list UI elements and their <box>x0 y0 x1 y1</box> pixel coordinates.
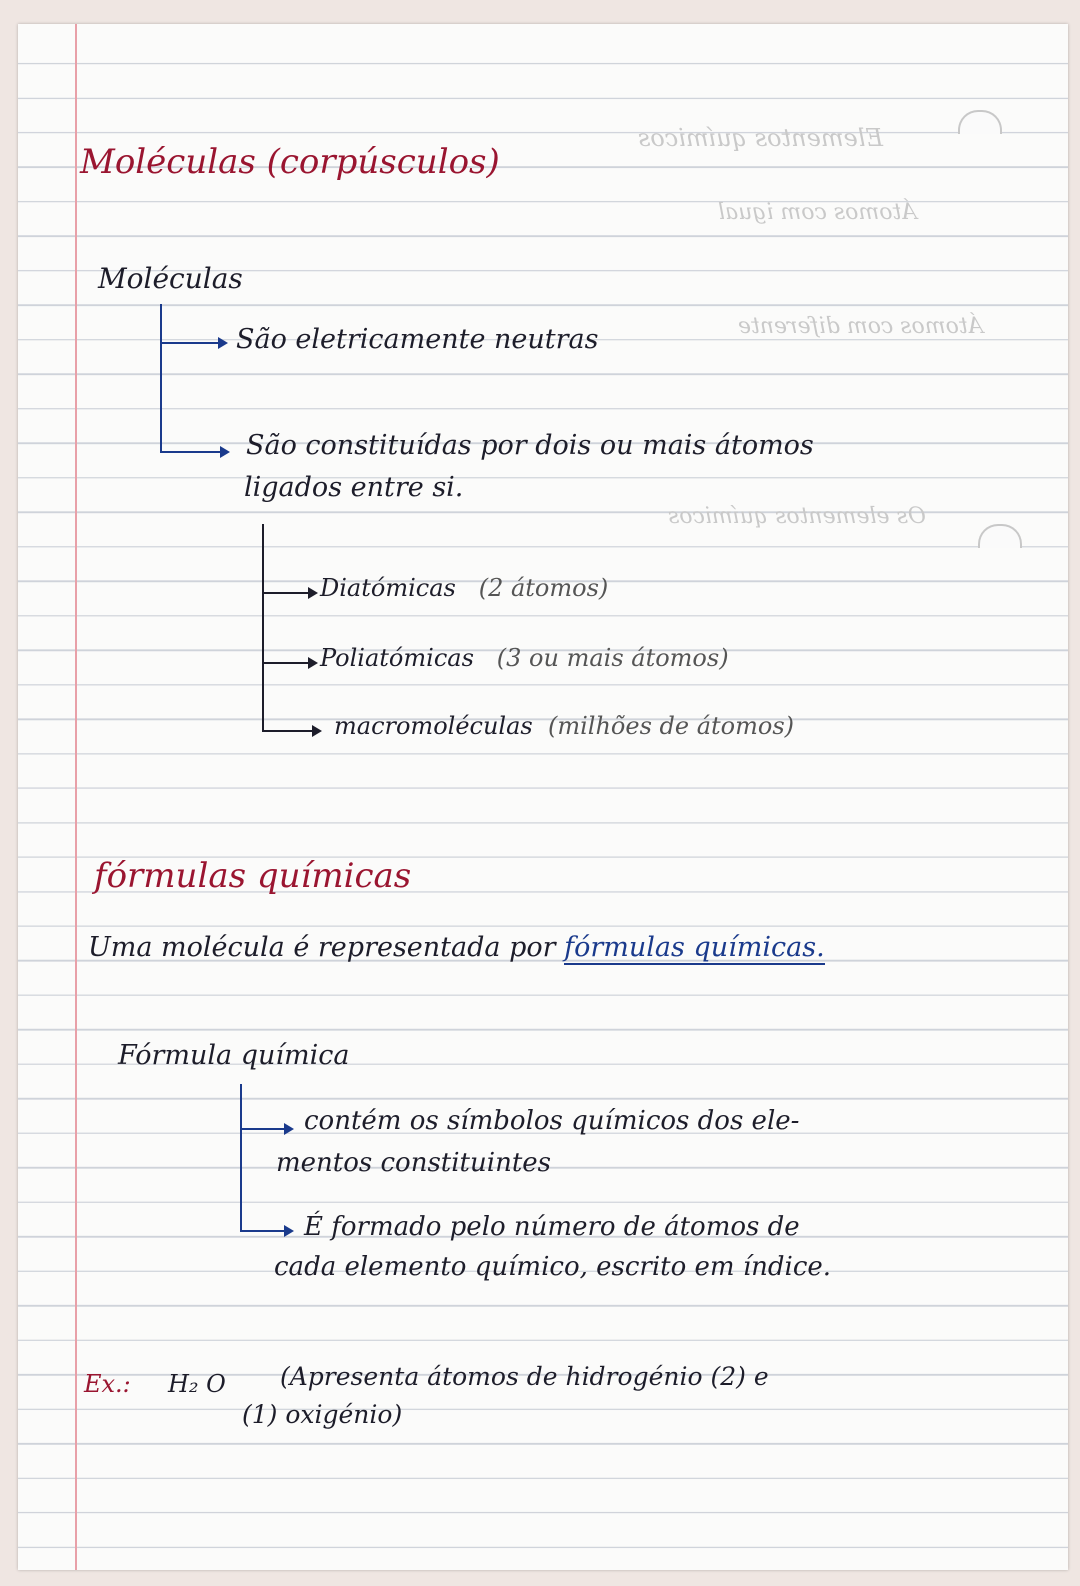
show-through-text: Os elementos químicos <box>668 504 926 529</box>
type-polyatomic: Poliatómicas (3 ou mais átomos) <box>320 644 729 672</box>
tree-arrow <box>160 342 220 344</box>
subtitle-molecules: Moléculas <box>98 262 243 295</box>
tree-arrow <box>262 592 310 594</box>
formula-property-2-continued: cada elemento químico, escrito em índice. <box>274 1252 832 1282</box>
tree-branch-line <box>160 304 162 452</box>
molecule-property-1: São eletricamente neutras <box>236 324 599 355</box>
formula-definition-sentence: Uma molécula é representada por fórmulas químicas. <box>88 932 825 963</box>
subtitle-chemical-formula: Fórmula química <box>118 1040 350 1071</box>
section-title-molecules: Moléculas (corpúsculos) <box>80 142 500 182</box>
molecule-property-2: São constituídas por dois ou mais átomos <box>246 430 814 461</box>
formula-property-2: É formado pelo número de átomos de <box>304 1212 800 1242</box>
example-label: Ex.: <box>84 1370 131 1398</box>
type-macromolecule: macromoléculas (milhões de átomos) <box>334 712 794 740</box>
tree-arrow <box>240 1230 286 1232</box>
molecule-property-2-continued: ligados entre si. <box>244 472 464 503</box>
margin-line <box>75 24 77 1570</box>
arrow-icon <box>218 337 228 349</box>
arrow-icon <box>308 657 318 669</box>
show-through-text: Elementos químicos <box>638 124 883 152</box>
arrow-icon <box>284 1225 294 1237</box>
formula-property-1-continued: mentos constituintes <box>276 1148 551 1178</box>
tree-arrow <box>262 730 314 732</box>
tree-branch-line <box>240 1084 242 1232</box>
notebook-page <box>18 24 1068 1570</box>
type-diatomic: Diatómicas (2 átomos) <box>320 574 609 602</box>
arrow-icon <box>284 1123 294 1135</box>
formula-property-1: contém os símbolos químicos dos ele- <box>304 1106 800 1136</box>
example-formula: H₂ O <box>168 1370 226 1398</box>
types-branch-line <box>262 524 264 732</box>
section-title-formulas: fórmulas químicas <box>94 856 412 896</box>
tree-arrow <box>262 662 310 664</box>
binder-hole <box>958 110 1002 134</box>
show-through-text: Átomos com diferente <box>738 314 984 339</box>
example-explanation-continued: (1) oxigénio) <box>242 1400 403 1429</box>
formulas-underlined-term: fórmulas químicas. <box>564 932 825 963</box>
show-through-text: Átomos com igual <box>718 200 917 225</box>
arrow-icon <box>220 446 230 458</box>
example-explanation: (Apresenta átomos de hidrogénio (2) e <box>280 1362 769 1391</box>
tree-arrow <box>160 451 222 453</box>
arrow-icon <box>312 725 322 737</box>
tree-arrow <box>240 1128 286 1130</box>
binder-hole <box>978 524 1022 548</box>
arrow-icon <box>308 587 318 599</box>
